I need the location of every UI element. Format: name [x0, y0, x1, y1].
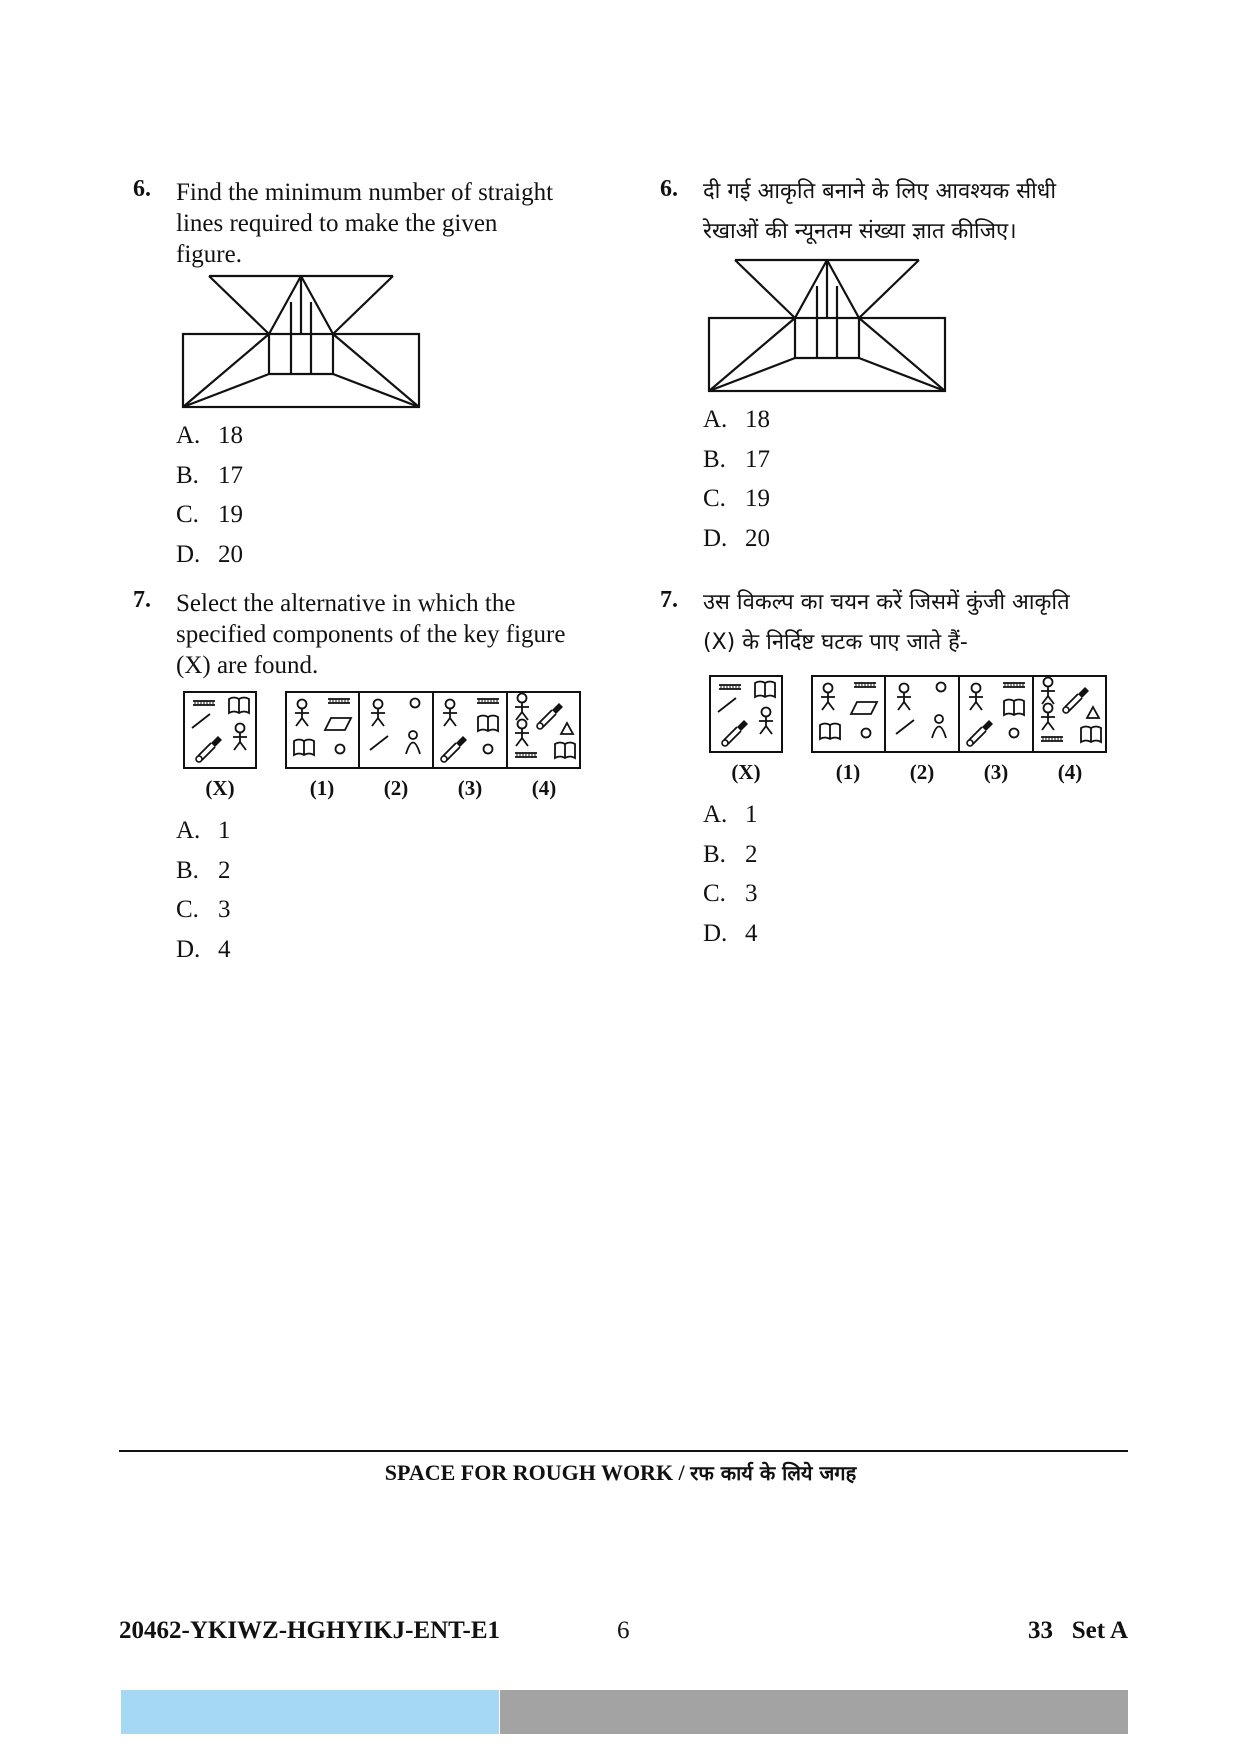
option-c[interactable]: [176, 495, 243, 535]
rough-work-divider: [119, 1450, 1128, 1452]
option-value: 18: [218, 422, 243, 449]
q6-hindi-options: [703, 400, 770, 558]
option-b[interactable]: [176, 851, 231, 891]
option-d[interactable]: [703, 914, 758, 954]
option-d[interactable]: [176, 930, 231, 970]
option-value: 20: [218, 540, 243, 568]
option-letter: D.: [703, 524, 728, 552]
option-value: 3: [218, 896, 231, 923]
option-c[interactable]: [703, 874, 758, 914]
q6-hindi-figure: [707, 258, 947, 393]
q6-text: [176, 177, 553, 270]
q7-text-line: specified components of the key figure: [176, 621, 566, 648]
q7-hindi-text: [703, 583, 1070, 663]
option-letter: A.: [703, 801, 728, 828]
figure-label-1: (1): [835, 760, 861, 784]
option-d[interactable]: [703, 519, 770, 559]
option-letter: B.: [703, 840, 726, 868]
option-c[interactable]: [703, 479, 770, 519]
rough-work-label: [0, 1459, 1241, 1486]
figure-label-3: (3): [983, 760, 1009, 784]
option-a[interactable]: [703, 400, 770, 440]
option-c[interactable]: [176, 890, 231, 930]
figure-label-x: (X): [205, 776, 235, 800]
option-value: 17: [218, 461, 243, 489]
option-a[interactable]: [176, 811, 231, 851]
option-value: 4: [745, 919, 758, 947]
q6-hindi-text: [703, 172, 1056, 252]
option-value: 4: [218, 935, 231, 963]
q7-text: [176, 588, 565, 681]
option-letter: D.: [176, 540, 201, 568]
option-value: 3: [745, 880, 758, 907]
option-letter: A.: [176, 422, 201, 449]
q6-hindi-number: 6.: [660, 176, 678, 202]
rough-work-hindi: रफ कार्य के लिये जगह: [690, 1461, 857, 1485]
option-value: 19: [745, 485, 770, 512]
option-d[interactable]: [176, 535, 243, 575]
option-value: 1: [218, 817, 231, 844]
q7-hindi-number: 7.: [660, 587, 678, 613]
option-letter: C.: [703, 485, 726, 512]
footer-bar-gray: [500, 1690, 1128, 1734]
option-b[interactable]: [703, 440, 770, 480]
figure-label-x: (X): [731, 760, 761, 784]
q6-number: 6.: [133, 176, 151, 202]
option-value: 17: [745, 445, 770, 473]
figure-label-1: (1): [309, 776, 335, 800]
q7-key-figure-x: [183, 691, 257, 769]
q7-number: 7.: [133, 587, 151, 613]
option-value: 2: [745, 840, 758, 868]
q7-text-line: Select the alternative in which the: [176, 590, 516, 617]
figure-label-3: (3): [457, 776, 483, 800]
page-number: 6: [617, 1617, 630, 1644]
option-value: 19: [218, 501, 243, 528]
q7-hindi-options: [703, 795, 758, 953]
option-value: 18: [745, 406, 770, 433]
option-b[interactable]: [176, 456, 243, 496]
option-b[interactable]: [703, 835, 758, 875]
option-value: 1: [745, 801, 758, 828]
option-value: 20: [745, 524, 770, 552]
option-letter: B.: [176, 461, 199, 489]
option-value: 2: [218, 856, 231, 884]
option-letter: B.: [703, 445, 726, 473]
q6-hindi-text-line: दी गई आकृति बनाने के लिए आवश्यक सीधी: [703, 179, 1057, 204]
option-letter: A.: [176, 817, 201, 844]
option-a[interactable]: [703, 795, 758, 835]
q7-hindi-text-line: उस विकल्प का चयन करें जिसमें कुंजी आकृति: [703, 590, 1070, 615]
footer-bar-blue: [121, 1690, 499, 1734]
set-label: 33 Set A: [1028, 1617, 1128, 1644]
q6-figure: [181, 274, 421, 409]
option-letter: C.: [176, 501, 199, 528]
q7-hindi-key-figure-x: [709, 675, 783, 753]
q6-text-line: lines required to make the given: [176, 210, 498, 237]
q7-text-line: (X) are found.: [176, 652, 319, 679]
option-letter: D.: [176, 935, 201, 963]
rough-work-english: SPACE FOR ROUGH WORK /: [384, 1460, 691, 1485]
paper-code: 20462-YKIWZ-HGHYIKJ-ENT-E1: [119, 1617, 501, 1644]
option-letter: B.: [176, 856, 199, 884]
q6-text-line: Find the minimum number of straight: [176, 179, 554, 206]
option-letter: C.: [176, 896, 199, 923]
option-letter: C.: [703, 880, 726, 907]
option-letter: D.: [703, 919, 728, 947]
option-letter: A.: [703, 406, 728, 433]
figure-label-4: (4): [531, 776, 557, 800]
q7-answer-figures: [285, 691, 581, 769]
figure-label-2: (2): [909, 760, 935, 784]
q7-hindi-text-line: (X) के निर्दिष्ट घटक पाए जाते हैं-: [703, 630, 968, 655]
figure-label-4: (4): [1057, 760, 1083, 784]
q7-options: [176, 811, 231, 969]
q7-hindi-answer-figures: [811, 675, 1107, 753]
option-a[interactable]: [176, 416, 243, 456]
q6-options: [176, 416, 243, 574]
figure-label-2: (2): [383, 776, 409, 800]
q6-text-line: figure.: [176, 241, 242, 268]
q6-hindi-text-line: रेखाओं की न्यूनतम संख्या ज्ञात कीजिए।: [703, 219, 1017, 244]
